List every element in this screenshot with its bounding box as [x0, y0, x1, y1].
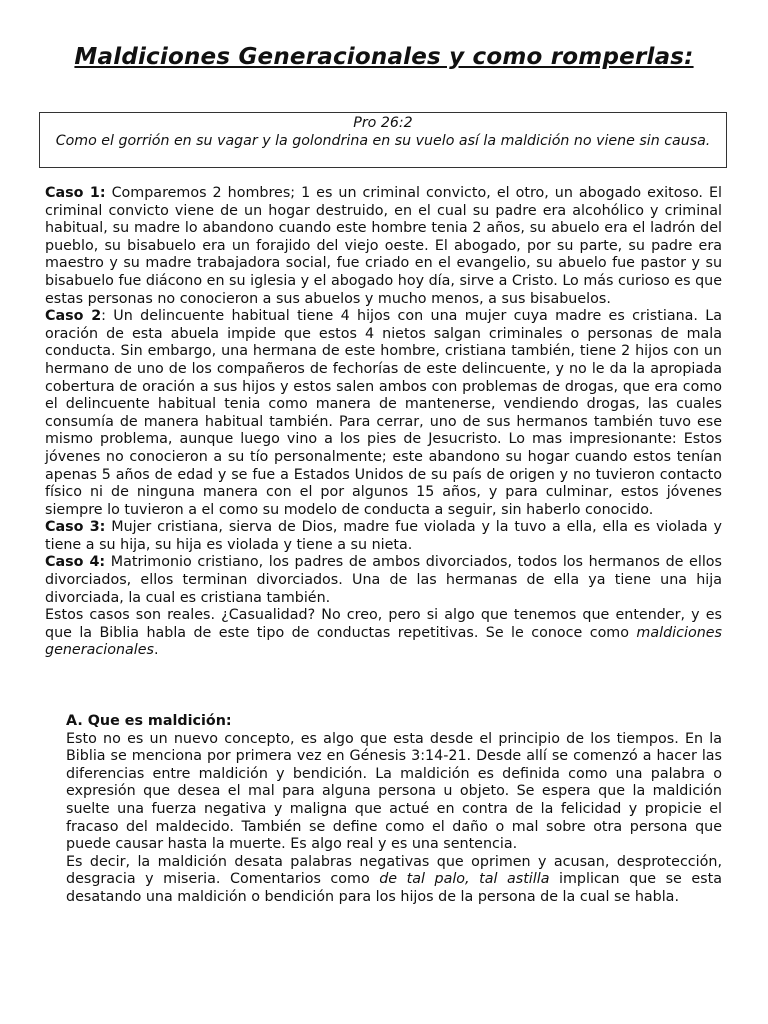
closing-text: Estos casos son reales. ¿Casualidad? No creo, pero si algo que tenemos que entender, y es que la Biblia habla de este tipo de conductas repetitivas. Se le conoce como	[45, 607, 722, 641]
document-title: Maldiciones Generacionales y como romperlas:	[74, 44, 694, 70]
section-term: de tal palo, tal astilla	[379, 871, 550, 888]
case-text: Mujer cristiana, sierva de Dios, madre fue violada y la tuvo a ella, ella es violada y tiene a su hija, su hija es violada y tiene a su nieta.	[45, 519, 722, 553]
case-text: : Un delincuente habitual tiene 4 hijos con una mujer cuya madre es cristiana. La oración de esta abuela impide que estos 4 nietos salgan criminales o personas de mala conducta. Sin embargo, una hermana de este hombre, cristiana también, tiene 2 hijos con un hermano de uno de los compañeros de fechorías de este delincuente, y no le da la apropiada cobertura de oración a sus hijos y estos salen ambos con problemas de drogas, que era como el delincuente habitual tenia como manera de mantenerse, vendiendo drogas, las cuales consumía de manera habitual también. Para cerrar, uno de sus hermanos también tuvo ese mismo problema, aunque luego vino a los pies de Jesucristo. Lo mas impresionante: Estos jóvenes no conocieron a su tío personalmente; este abandono su hogar cuando estos tenían apenas 5 años de edad y se fue a Estados Unidos de su país de origen y no tuvieron contacto físico ni de ninguna manera con el por algunos 15 años, y para culminar, estos jóvenes siempre lo tuvieron a el como su modelo de conducta a seguir, sin haberlo conocido.	[45, 308, 722, 518]
verse-box	[39, 112, 727, 168]
section-text: Es decir, la maldición desata palabras negativas que oprimen y acusan, desprotección, desgracia y miseria. Comentarios como	[66, 853, 722, 888]
section-paragraph	[66, 854, 722, 907]
verse-reference: Pro 26:2	[353, 115, 413, 131]
section-heading: A. Que es maldición:	[66, 713, 232, 729]
section-a	[66, 713, 722, 907]
closing-term: maldiciones generacionales	[45, 624, 722, 659]
case-paragraph	[45, 308, 722, 519]
section-paragraph: Esto no es un nuevo concepto, es algo que esta desde el principio de los tiempos. En la Biblia se menciona por primera vez en Génesis 3:14-21. Desde allí se comenzó a hacer las diferencias entre maldición y bendición. La maldición es definida como una palabra o expresión que desea el mal para alguna persona u objeto. Se espera que la maldición suelte una fuerza negativa y maligna que actué en contra de la felicidad y propicie el fracaso del maldecido. También se define como el daño o mal sobre otra persona que puede causar hasta la muerte. Es algo real y es una sentencia.	[66, 730, 722, 853]
case-label: Caso 1:	[45, 185, 106, 201]
closing-end: .	[154, 642, 159, 659]
case-label: Caso 2	[45, 308, 102, 325]
closing-paragraph	[45, 607, 722, 660]
case-label: Caso 4:	[45, 554, 106, 571]
case-paragraph	[45, 554, 722, 607]
case-paragraph	[45, 185, 722, 308]
case-text: Matrimonio cristiano, los padres de ambos divorciados, todos los hermanos de ellos divorciados, ellos terminan divorciados. Una de las hermanas de ella ya tiene una hija divorciada, la cual es cristiana también.	[45, 554, 722, 606]
case-text: Comparemos 2 hombres; 1 es un criminal convicto, el otro, un abogado exitoso. El criminal convicto viene de un hogar destruido, en el cual su padre era alcohólico y criminal habitual, su madre lo abandono cuando este hombre tenia 2 años, su abuelo era el ladrón del pueblo, su bisabuelo era un forajido del viejo oeste. El abogado, por su parte, su padre era maestro y su madre trabajadora social, fue criado en el evangelio, su abuelo fue pastor y su bisabuelo fue diácono en su iglesia y el abogado hoy día, sirve a Cristo. Lo más curioso es que estas personas no conocieron a sus abuelos y mucho menos, a sus bisabuelos.	[45, 185, 723, 307]
case-label: Caso 3:	[45, 519, 106, 536]
section-text: implican que se esta desatando una maldición o bendición para los hijos de la persona de la cual se habla.	[66, 871, 722, 905]
case-paragraph	[45, 519, 722, 554]
cases-body	[45, 185, 722, 660]
verse-text: Como el gorrión en su vagar y la golondrina en su vuelo así la maldición no viene sin causa.	[55, 132, 711, 149]
